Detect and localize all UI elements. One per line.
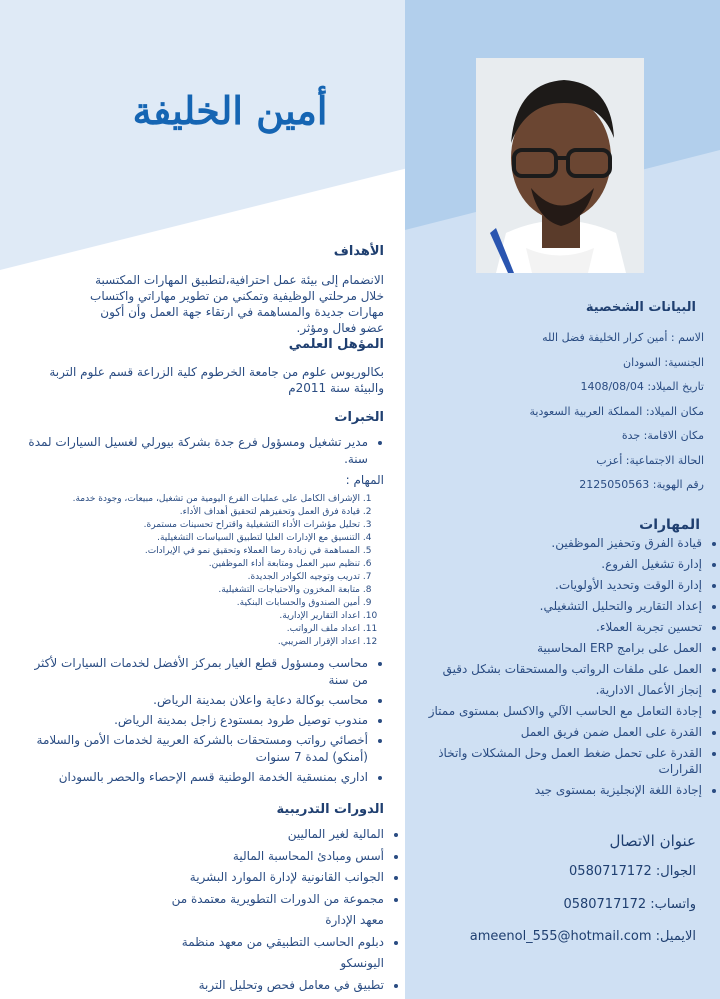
skill-item: • قيادة الفرق وتحفيز الموظفين. <box>412 535 702 551</box>
qualification-heading: المؤهل العلمي <box>288 337 384 352</box>
contact-heading: عنوان الاتصال <box>609 832 696 850</box>
skill-item: • إجادة اللغة الإنجليزية بمستوى جيد <box>412 782 702 798</box>
personal-info-row: تاريخ الميلاد: 1408/08/04 <box>580 380 704 393</box>
personal-info-row: الحالة الاجتماعية: أعزب <box>596 453 704 467</box>
skill-item: • القدرة على العمل ضمن فريق العمل <box>412 724 702 740</box>
personal-info-list <box>412 326 704 498</box>
experience-item: • اداري بمنسقية الخدمة الوطنية قسم الإحصاء والحصر بالسودان <box>22 769 368 786</box>
task-item: 9. أمين الصندوق والحسابات البنكية. <box>22 597 360 610</box>
contact-whatsapp: واتساب: 0580717172 <box>563 897 696 912</box>
skills-heading: المهارات <box>639 517 700 533</box>
course-item: • الجوانب القانونية لإدارة الموارد البشرية <box>160 867 384 889</box>
courses-heading: الدورات التدريبية <box>276 802 384 817</box>
course-item: • أسس ومبادئ المحاسبة المالية <box>160 846 384 868</box>
skill-item: • إعداد التقارير والتحليل التشغيلي. <box>412 598 702 614</box>
experience-section <box>22 434 384 789</box>
experience-item: • مدير تشغيل ومسؤول فرع جدة بشركة بيورلي لغسيل السيارات لمدة سنة. <box>22 434 368 468</box>
experience-item: • محاسب ومسؤول قطع الغيار بمركز الأفضل لخدمات السيارات لأكثر من سنة <box>22 655 368 689</box>
personal-info-row: الجنسية: السودان <box>623 355 704 369</box>
task-item: 12. اعداد الإقرار الضريبي. <box>22 636 360 649</box>
courses-list <box>160 824 400 996</box>
task-item: 6. تنظيم سير العمل ومتابعة أداء الموظفين. <box>22 558 360 571</box>
experience-list <box>22 655 384 786</box>
course-item: • المالية لغير الماليين <box>160 824 384 846</box>
personal-info-row: رقم الهوية: 2125050563 <box>579 478 704 491</box>
objectives-text: الانضمام إلى بيئة عمل احترافية،لتطبيق المهارات المكتسبة خلال مرحلتي الوظيفية وتمكني من تطوير مهاراتي واكتساب مهارات جديدة والمساهمة في ارتقاء جهة العمل وأن أكون عضو فعال ومؤثر. <box>90 273 384 335</box>
skill-item: • إجادة التعامل مع الحاسب الآلي والاكسل بمستوى ممتاز <box>412 703 702 719</box>
personal-info-row: مكان الميلاد: المملكة العربية السعودية <box>529 404 704 418</box>
portrait-illustration <box>476 58 644 273</box>
contact-email[interactable]: الايميل: ameenol_555@hotmail.com <box>469 929 696 944</box>
course-item: • مجموعة من الدورات التطويرية معتمدة من معهد الإدارة <box>160 889 384 932</box>
course-item: • دبلوم الحاسب التطبيقي من معهد منظمة اليونسكو <box>160 932 384 975</box>
qualification-text: بكالوريوس علوم من جامعة الخرطوم كلية الزراعة قسم علوم التربة والبيئة سنة 2011م <box>49 365 384 395</box>
experience-item: • أخصائي رواتب ومستحقات بالشركة العربية لخدمات الأمن والسلامة (أمنكو) لمدة 7 سنوات <box>22 732 368 766</box>
skills-list <box>412 535 718 803</box>
task-item: 11. اعداد ملف الرواتب. <box>22 623 360 636</box>
task-item: 10. اعداد التقارير الإدارية. <box>22 610 360 623</box>
full-name-title: أمين الخليفة <box>132 88 328 133</box>
skill-item: • تحسين تجربة العملاء. <box>412 619 702 635</box>
task-item: 8. متابعة المخزون والاحتياجات التشغيلية. <box>22 584 360 597</box>
course-item: • تطبيق في معامل فحص وتحليل التربة <box>160 975 384 997</box>
task-item: 5. المساهمة في زيادة رضا العملاء وتحقيق نمو في الإيرادات. <box>22 545 360 558</box>
profile-photo <box>476 58 644 273</box>
experience-list-first <box>22 434 384 468</box>
skill-item: • إدارة تشغيل الفروع. <box>412 556 702 572</box>
task-item: 3. تحليل مؤشرات الأداء التشغيلية واقتراح تحسينات مستمرة. <box>22 519 360 532</box>
personal-info-row: الاسم : أمين كرار الخليفة فضل الله <box>542 331 704 344</box>
contact-mobile: الجوال: 0580717172 <box>569 864 696 879</box>
objectives-heading: الأهداف <box>333 244 384 259</box>
task-item: 4. التنسيق مع الإدارات العليا لتطبيق السياسات التشغيلية. <box>22 532 360 545</box>
personal-info-heading: البيانات الشخصية <box>585 300 696 315</box>
experience-item: • محاسب بوكالة دعاية واعلان بمدينة الرياض. <box>22 692 368 709</box>
skill-item: • العمل على ملفات الرواتب والمستحقات بشكل دقيق <box>412 661 702 677</box>
skill-item: • إنجاز الأعمال الادارية. <box>412 682 702 698</box>
experience-item: • مندوب توصيل طرود بمستودع زاجل بمدينة الرياض. <box>22 712 368 729</box>
experience-heading: الخبرات <box>334 410 384 425</box>
task-item: 1. الإشراف الكامل على عمليات الفرع اليومية من تشغيل، مبيعات، وجودة خدمة. <box>22 493 360 506</box>
tasks-list <box>22 493 384 649</box>
task-item: 2. قيادة فرق العمل وتحفيزهم لتحقيق أهداف الأداء. <box>22 506 360 519</box>
skill-item: • العمل على برامج ERP المحاسبية <box>412 640 702 656</box>
skill-item: • القدرة على تحمل ضغط العمل وحل المشكلات واتخاذ القرارات <box>412 745 702 777</box>
skill-item: • إدارة الوقت وتحديد الأولويات. <box>412 577 702 593</box>
personal-info-row: مكان الاقامة: جدة <box>621 429 704 442</box>
task-item: 7. تدريب وتوجيه الكوادر الجديدة. <box>22 571 360 584</box>
tasks-heading: المهام : <box>345 473 384 487</box>
